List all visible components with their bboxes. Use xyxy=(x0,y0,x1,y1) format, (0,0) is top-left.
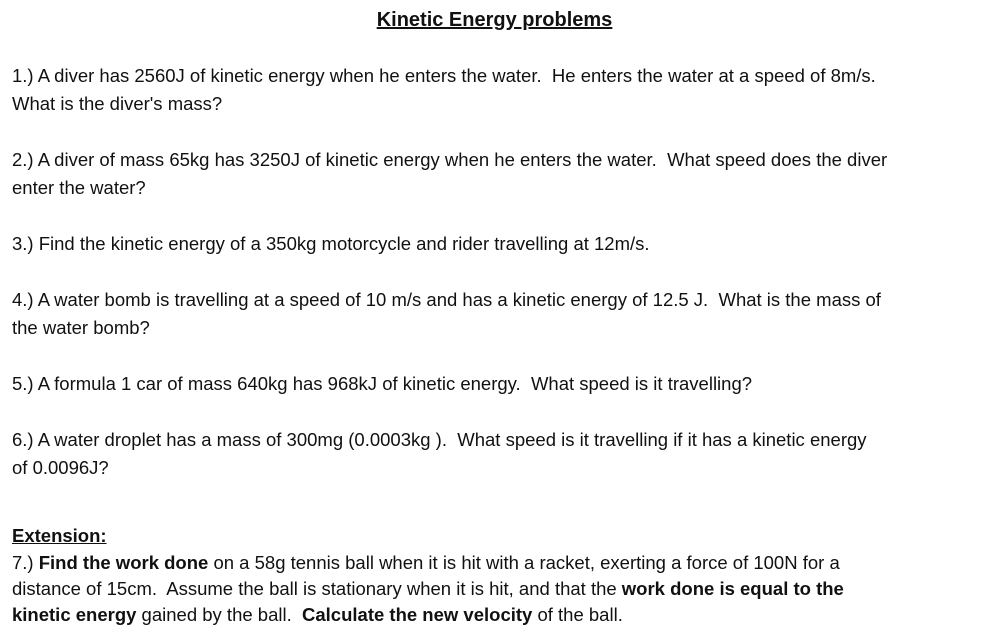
problem-5 xyxy=(12,370,977,398)
problem-7-text-segment: on a 58g tennis ball when it is hit with a racket, exerting a force of 100N for a xyxy=(208,552,840,573)
problem-7 xyxy=(12,550,977,628)
problem-3 xyxy=(12,230,977,258)
problem-2 xyxy=(12,146,977,202)
problem-7-line-2 xyxy=(12,576,977,602)
problem-7-bold-segment: Find the work done xyxy=(38,552,209,573)
problem-6-line-1: 6.) A water droplet has a mass of 300mg (0.0003kg ). What speed is it travelling if it has a kinetic energy xyxy=(12,429,867,450)
problem-3-line-1: 3.) Find the kinetic energy of a 350kg motorcycle and rider travelling at 12m/s. xyxy=(12,233,650,254)
problem-6-line-2: of 0.0096J? xyxy=(12,457,109,478)
page-title: Kinetic Energy problems xyxy=(376,9,613,31)
problem-1-line-1: 1.) A diver has 2560J of kinetic energy when he enters the water. He enters the water at a speed of 8m/s. xyxy=(12,65,876,86)
problem-7-text-segment: 7.) xyxy=(12,552,39,573)
problem-5-line-1: 5.) A formula 1 car of mass 640kg has 968kJ of kinetic energy. What speed is it travelling? xyxy=(12,373,753,394)
problem-4-line-1: 4.) A water bomb is travelling at a speed of 10 m/s and has a kinetic energy of 12.5 J. What is the mass of xyxy=(12,289,881,310)
problem-4 xyxy=(12,286,977,342)
problem-4-line-2: the water bomb? xyxy=(12,317,150,338)
problem-1 xyxy=(12,62,977,118)
problem-7-line-3 xyxy=(12,602,977,628)
problem-2-line-2: enter the water? xyxy=(12,177,146,198)
problem-7-text-segment: of the ball. xyxy=(532,604,623,625)
problem-7-bold-segment: Calculate the new velocity xyxy=(302,604,533,625)
problem-7-text-segment: gained by the ball. xyxy=(136,604,303,625)
problem-1-line-2: What is the diver's mass? xyxy=(12,93,223,114)
problem-7-bold-segment: work done is equal to the xyxy=(621,578,844,599)
problem-6 xyxy=(12,426,977,482)
problem-7-line-1 xyxy=(12,550,977,576)
problem-7-text-segment: distance of 15cm. Assume the ball is stationary when it is hit, and that the xyxy=(12,578,622,599)
extension-section xyxy=(12,522,977,628)
extension-heading: Extension: xyxy=(12,525,107,546)
problem-7-bold-segment: kinetic energy xyxy=(12,604,137,625)
problem-2-line-1: 2.) A diver of mass 65kg has 3250J of kinetic energy when he enters the water. What speed does the diver xyxy=(12,149,888,170)
